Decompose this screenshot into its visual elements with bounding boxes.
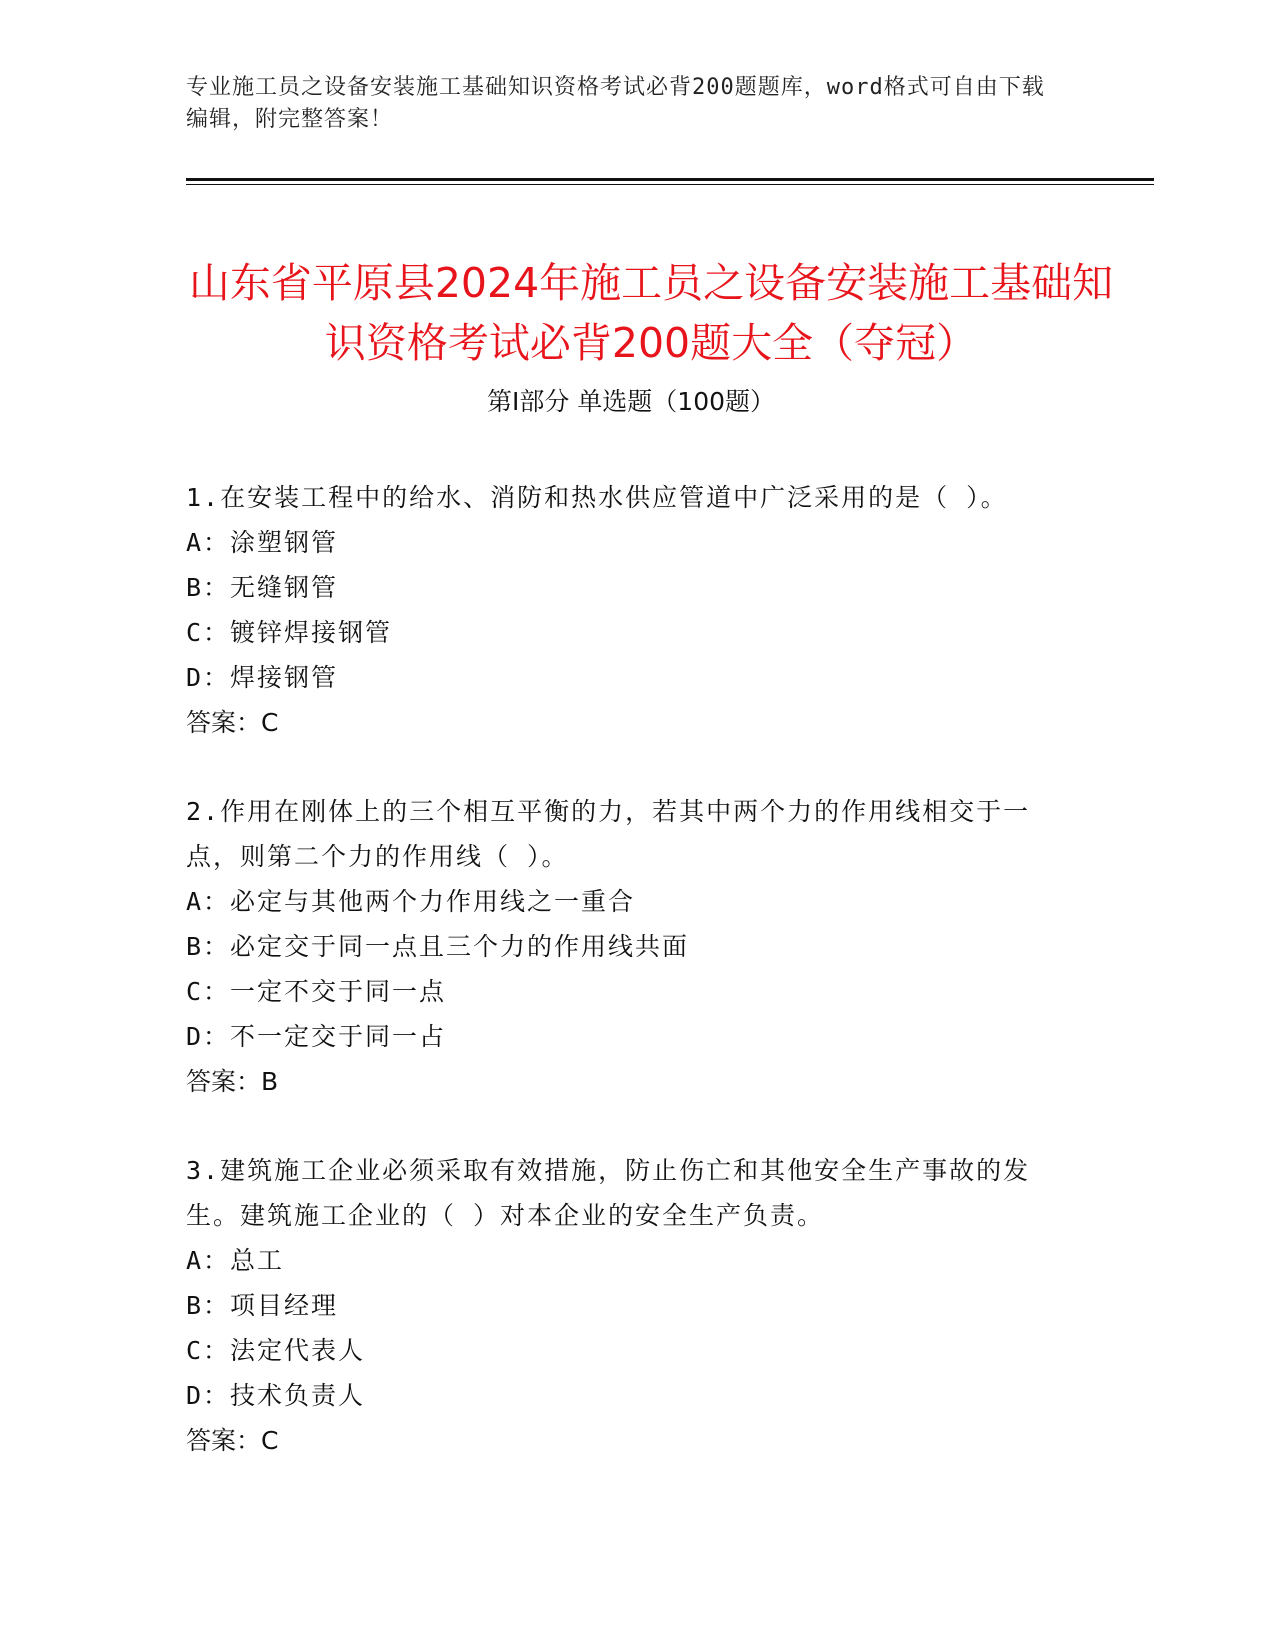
option-c: C：镀锌焊接钢管: [186, 618, 393, 647]
page-title: 山东省平原县2024年施工员之设备安装施工基础知识资格考试必背200题大全（夺冠）: [188, 259, 1114, 368]
option-d: D：焊接钢管: [186, 663, 339, 692]
question-list: [186, 475, 1076, 1507]
option-a: A：总工: [186, 1246, 285, 1275]
option-c: C：法定代表人: [186, 1336, 366, 1365]
answer: 答案：B: [186, 1067, 279, 1096]
option-a: A：涂塑钢管: [186, 528, 339, 557]
option-d: D：技术负责人: [186, 1381, 366, 1410]
question-stem: 2.作用在刚体上的三个相互平衡的力，若其中两个力的作用线相交于一点，则第二个力的作用线（ ）。: [186, 797, 1031, 871]
header-divider-thin: [186, 184, 1154, 185]
option-d: D：不一定交于同一占: [186, 1022, 447, 1051]
answer: 答案：C: [186, 1426, 279, 1455]
option-b: B：必定交于同一点且三个力的作用线共面: [186, 932, 690, 961]
question-stem: 3.建筑施工企业必须采取有效措施，防止伤亡和其他安全生产事故的发生。建筑施工企业的（ ）对本企业的安全生产负责。: [186, 1156, 1031, 1230]
section-heading: 第Ⅰ部分 单选题（100题）: [486, 387, 776, 416]
option-c: C：一定不交于同一点: [186, 977, 447, 1006]
question-stem: 1.在安装工程中的给水、消防和热水供应管道中广泛采用的是（ ）。: [186, 483, 1008, 512]
option-b: B：无缝钢管: [186, 573, 339, 602]
question-1: [186, 475, 1076, 745]
option-b: B：项目经理: [186, 1291, 339, 1320]
header-divider-thick: [186, 178, 1154, 181]
question-3: [186, 1148, 1076, 1463]
answer: 答案：C: [186, 708, 279, 737]
option-a: A：必定与其他两个力作用线之一重合: [186, 887, 636, 916]
question-2: [186, 789, 1076, 1104]
header-note: 专业施工员之设备安装施工基础知识资格考试必背200题题库，word格式可自由下载编辑，附完整答案！: [186, 75, 1045, 132]
